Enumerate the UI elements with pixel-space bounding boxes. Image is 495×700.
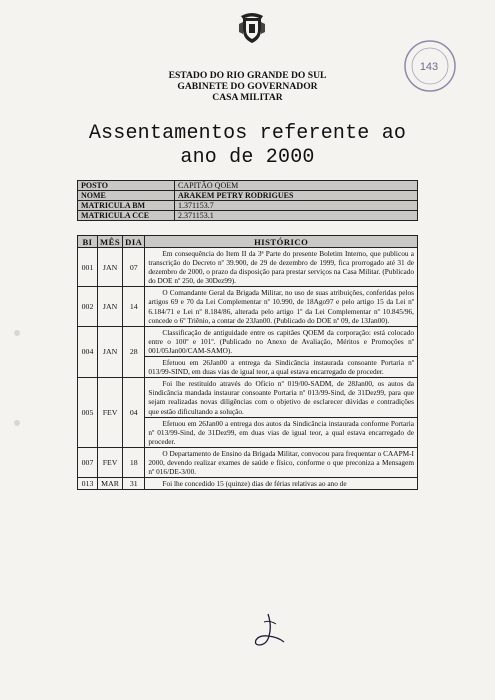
- handwritten-signature: [250, 612, 290, 652]
- cell-mes: JAN: [98, 326, 123, 377]
- cell-dia: 31: [123, 478, 145, 490]
- info-label: NOME: [78, 191, 175, 201]
- cell-historico: Foi lhe restituído através do Ofício nº 019/00-SADM, de 28Jan00, os autos da Sindicância mandada instaurar consoante Portaria nº 013/99-Sind, de 31Dez99, para que sejam realizadas novas diligências com o objetivo de esclarecer dúvidas e contradições que estão dificultando a solução.: [145, 378, 418, 417]
- cell-bi: 004: [78, 326, 98, 377]
- history-table: [77, 235, 418, 490]
- info-label: POSTO: [78, 181, 175, 191]
- info-value: 1.371153.7: [175, 201, 418, 211]
- info-value: 2.371153.1: [175, 211, 418, 221]
- info-value: ARAKEM PETRY RODRIGUES: [175, 191, 418, 201]
- info-label: MATRICULA CCE: [78, 211, 175, 221]
- cell-dia: 28: [123, 326, 145, 377]
- cell-mes: JAN: [98, 248, 123, 287]
- history-header-row: [78, 236, 418, 248]
- table-row: [78, 248, 418, 287]
- info-value: CAPITÃO QOEM: [175, 181, 418, 191]
- cell-dia: 18: [123, 447, 145, 477]
- info-row-posto: [78, 181, 418, 191]
- title-line-1: Assentamentos referente ao: [88, 122, 407, 145]
- table-row: [78, 287, 418, 326]
- cell-dia: 07: [123, 248, 145, 287]
- cell-historico: Efetuou em 26Jan00 a entrega da Sindicância instaurada consoante Portaria nº 013/99-SIND, em duas vias de igual teor, a qual estava encarregado de proceder.: [145, 357, 418, 378]
- info-label: MATRICULA BM: [78, 201, 175, 211]
- header-line-2: GABINETE DO GOVERNADOR: [177, 81, 318, 92]
- column-header-historico: HISTÓRICO: [145, 236, 418, 248]
- header-line-1: ESTADO DO RIO GRANDE DO SUL: [168, 70, 327, 81]
- info-row-matricula-cce: [78, 211, 418, 221]
- officer-info-table: [77, 180, 418, 221]
- cell-historico: Efetuou em 26Jan00 a entrega dos autos da Sindicância instaurada conforme Portaria nº 013/99-Sind, de 31Dez99, em duas vias de igual teor, a qual estava encarregado de proceder.: [145, 417, 418, 447]
- punch-hole-mark: [14, 420, 20, 426]
- cell-bi: 005: [78, 378, 98, 448]
- cell-mes: FEV: [98, 378, 123, 448]
- cell-bi: 001: [78, 248, 98, 287]
- table-row: [78, 326, 418, 356]
- cell-historico: O Comandante Geral da Brigada Militar, no uso de suas atribuições, conferidas pelos artigos 69 e 70 da Lei Complementar nº 10.990, de 18Ago97 e pelo artigo 15 da Lei nº 6.184/71 e Lei nº 8.184/86, alterada pelo artigo 1º da Lei Complementar nº 10.845/96, concede o 6º Triênio, a contar de 23Jan00. (Publicado do DOE nº 09, de 13Jan00).: [145, 287, 418, 326]
- header-line-3: CASA MILITAR: [212, 92, 283, 103]
- cell-mes: JAN: [98, 287, 123, 326]
- cell-mes: FEV: [98, 447, 123, 477]
- column-header-dia: DIA: [123, 236, 145, 248]
- table-row: [78, 478, 418, 490]
- cell-dia: 14: [123, 287, 145, 326]
- table-row: [78, 378, 418, 417]
- info-row-matricula-bm: [78, 201, 418, 211]
- column-header-bi: BI: [78, 236, 98, 248]
- title-line-2: ano de 2000: [180, 146, 315, 169]
- cell-bi: 013: [78, 478, 98, 490]
- cell-bi: 002: [78, 287, 98, 326]
- cell-historico: O Departamento de Ensino da Brigada Militar, convocou para frequentar o CAAPM-I 2000, devendo realizar exames de saúde e físico, conforme o que preconiza a Mensagem nº 016/DE-3/00.: [145, 447, 418, 477]
- cell-mes: MAR: [98, 478, 123, 490]
- cell-historico: Foi lhe concedido 15 (quinze) dias de férias relativas ao ano de: [145, 478, 418, 490]
- cell-dia: 04: [123, 378, 145, 448]
- svg-text:143: 143: [419, 61, 439, 73]
- column-header-mes: MÊS: [98, 236, 123, 248]
- table-row: [78, 447, 418, 477]
- cell-historico: Classificação de antiguidade entre os capitães QOEM da corporação: está colocado entre o 100º e 101º. (Publicado no Anexo de Avaliação, Méritos e Promoções nº 001/05Jan00/CAM-SAMO).: [145, 326, 418, 356]
- state-coat-of-arms-icon: [239, 12, 265, 44]
- cell-bi: 007: [78, 447, 98, 477]
- info-row-nome: [78, 191, 418, 201]
- punch-hole-mark: [14, 330, 20, 336]
- cell-historico: Em consequência do Item II da 3ª Parte do presente Boletim Interno, que publicou a transcrição do Decreto nº 39.900, de 29 de dezembro de 1999, fica prorrogado até 31 de dezembro de 2000, o prazo da disposição para prestar serviços na Casa Militar. (Publicado do DOE nº 250, de 30Dez99).: [145, 248, 418, 287]
